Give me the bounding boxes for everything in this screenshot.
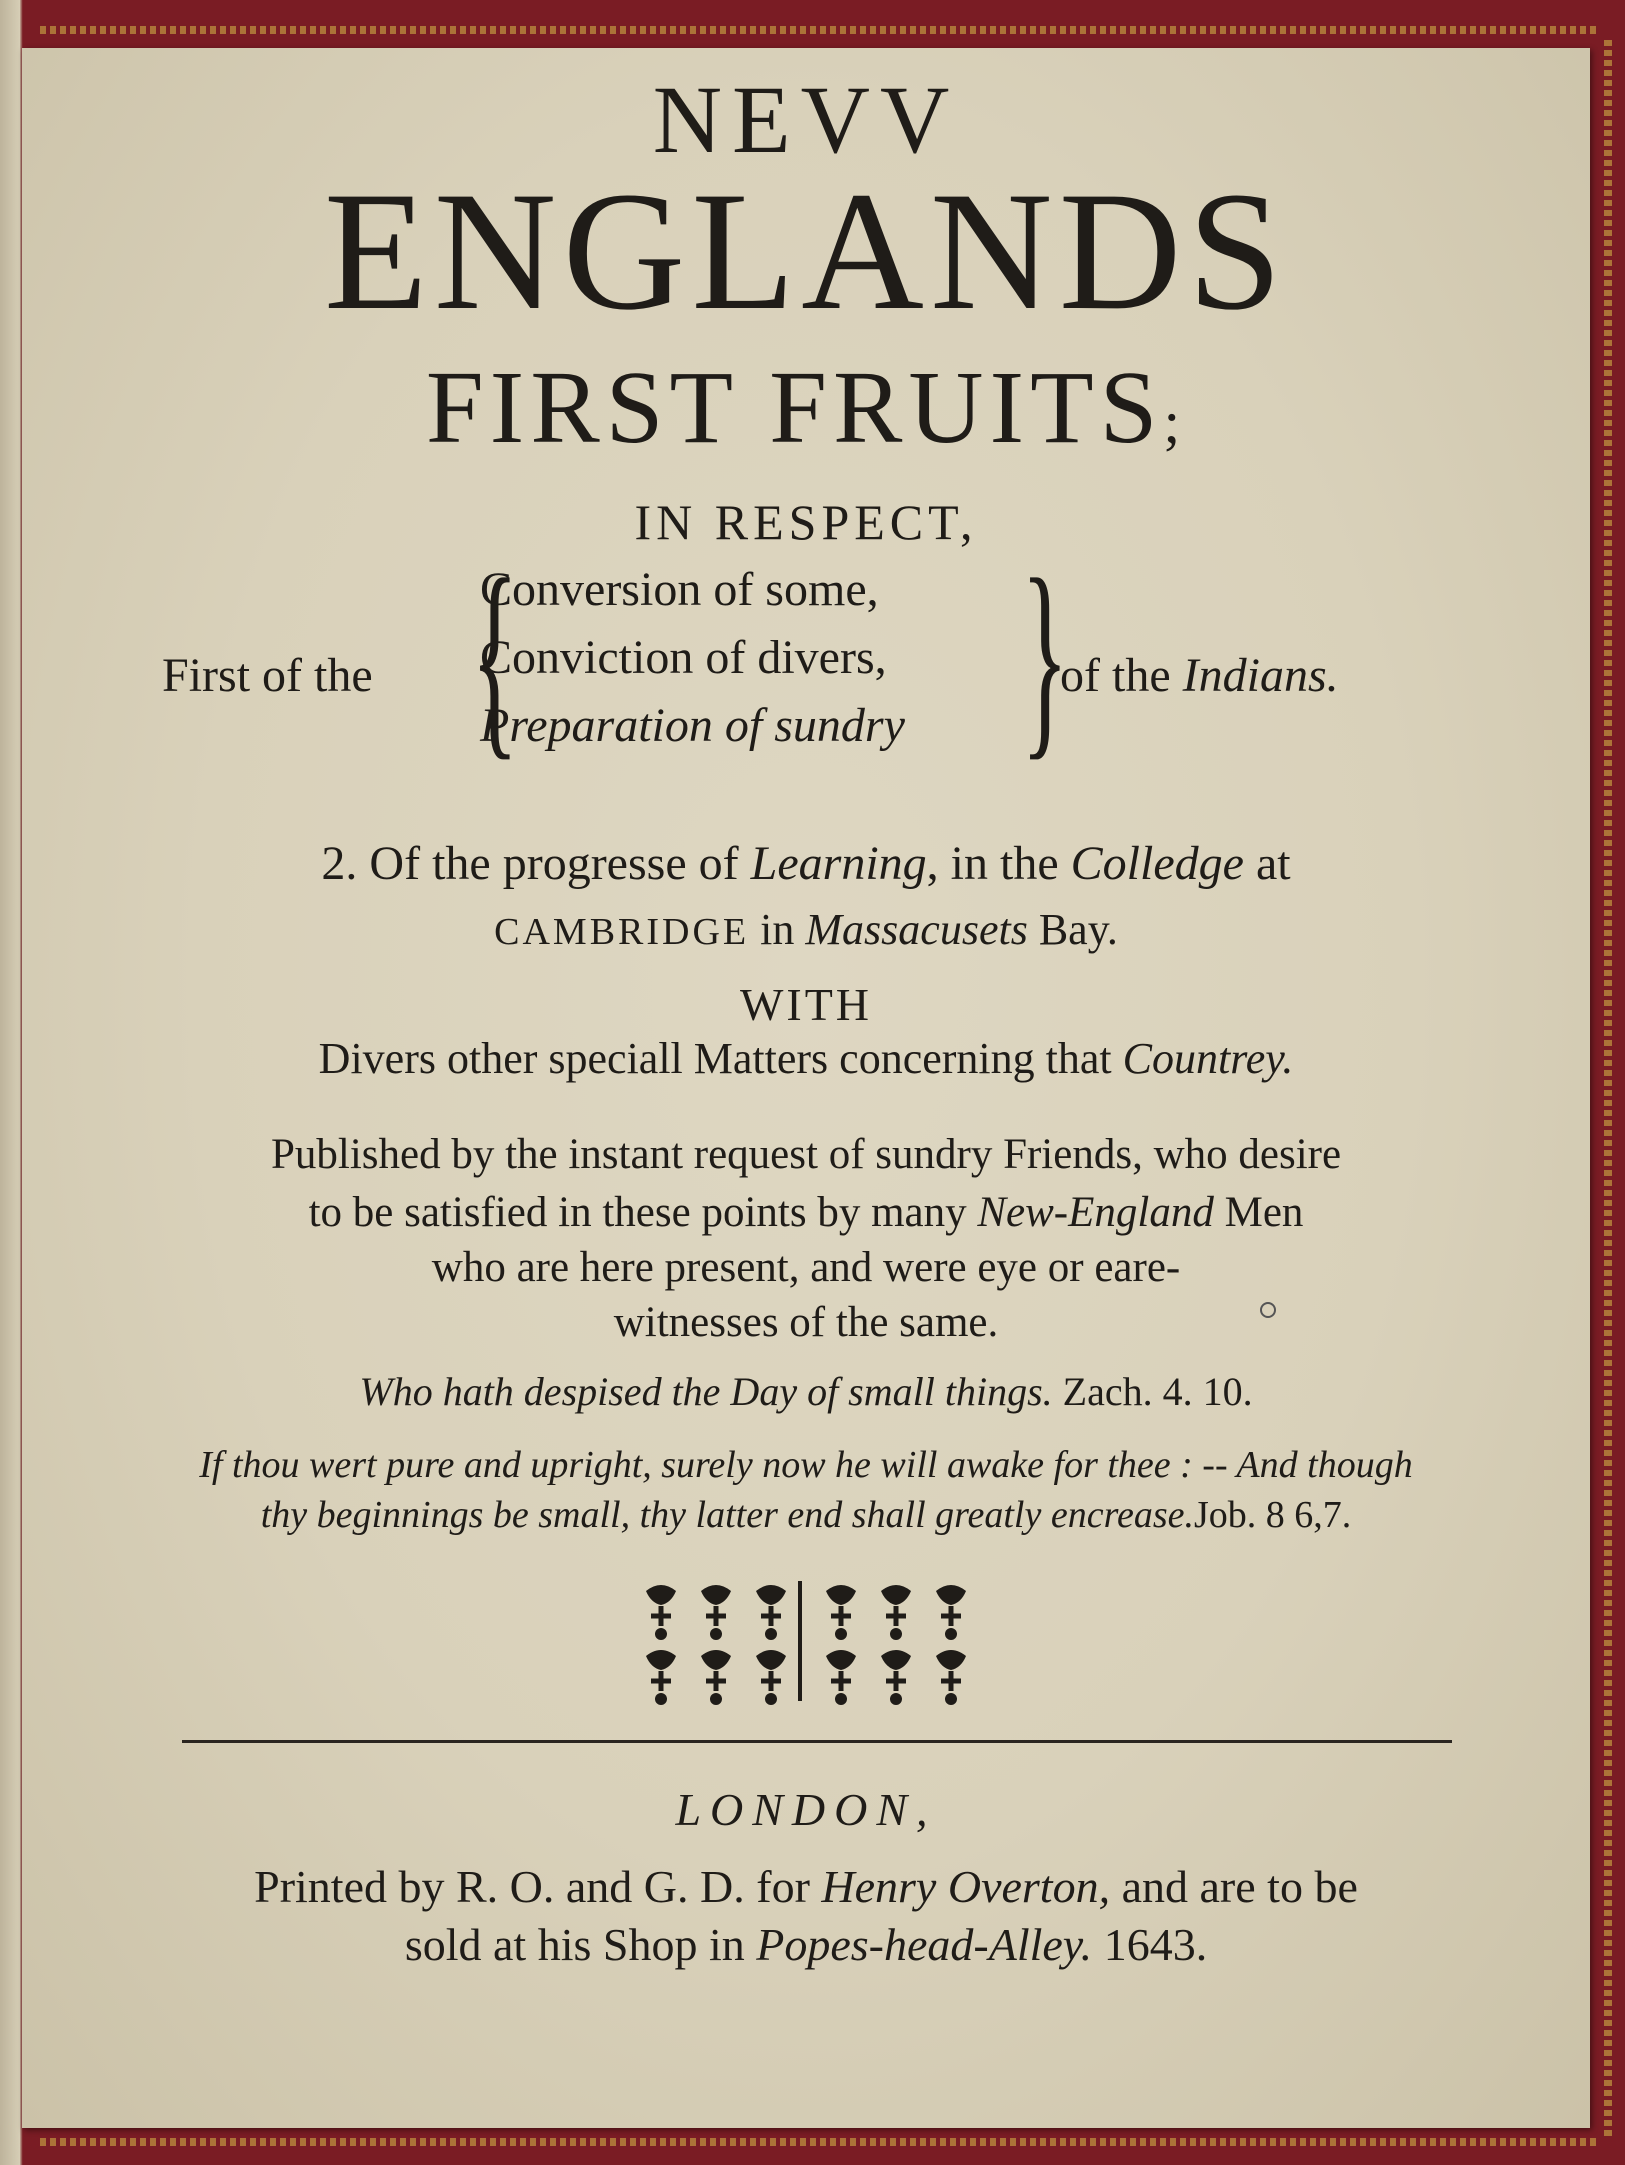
published-line-4: witnesses of the same. <box>613 1299 999 1346</box>
imprint-line-2 <box>22 1918 1590 1971</box>
title-page <box>22 48 1590 2128</box>
divers-line <box>22 1033 1590 1084</box>
flyleaf-edge <box>0 0 20 2165</box>
gilt-border-top <box>40 26 1600 34</box>
brace-item: Conversion of some, <box>480 563 879 616</box>
title-semicolon: ; <box>1163 389 1187 455</box>
learning-colledge: Colledge <box>1070 837 1244 890</box>
learning-text: at <box>1243 837 1291 890</box>
cambridge-text: CAMBRIDGE <box>494 911 750 953</box>
learning-italic: Learning <box>750 837 927 890</box>
imprint-london: LONDON, <box>675 1784 937 1835</box>
published-text: Men <box>1213 1189 1304 1236</box>
published-text: to be satisfied in these points by many <box>308 1189 978 1236</box>
brace-block <box>22 534 1590 796</box>
brace-lead-text: First of the <box>162 649 373 702</box>
learning-line-2 <box>22 904 1590 955</box>
gilt-border-right <box>1604 40 1612 2140</box>
learning-text: in <box>749 905 806 954</box>
popes-head-alley-text: Popes-head-Alley. <box>756 1919 1093 1970</box>
divers-text: Divers other speciall Matters concerning that <box>318 1034 1123 1083</box>
right-brace-icon: } <box>1021 534 1069 778</box>
job-quote-line-1: If thou wert pure and upright, surely now he will awake for thee : -- And though <box>199 1444 1413 1486</box>
published-line-2 <box>22 1188 1590 1237</box>
brace-item: Preparation of sundry <box>480 699 905 752</box>
paper-spot <box>1260 1302 1276 1318</box>
title-first-fruits-text: FIRST FRUITS <box>425 350 1164 465</box>
imprint-text: and are to be <box>1110 1861 1358 1912</box>
in-respect-heading: IN RESPECT, <box>634 494 978 550</box>
imprint-text: sold at his Shop in <box>404 1919 757 1970</box>
job-reference: Job. 8 6,7. <box>1194 1494 1352 1536</box>
with-heading: WITH <box>739 979 873 1030</box>
brace-tail <box>1060 648 1339 703</box>
henry-overton-text: Henry Overton, <box>821 1861 1111 1912</box>
job-quote-text: thy beginnings be small, thy latter end shall greatly encrease. <box>260 1494 1194 1536</box>
published-line-1: Published by the instant request of sundry Friends, who desire <box>270 1131 1342 1178</box>
zach-quote <box>22 1368 1590 1415</box>
title-line-nevv: NEVV <box>652 66 960 173</box>
countrey-text: Countrey. <box>1122 1034 1294 1083</box>
brace-items-list <box>480 556 905 760</box>
zach-reference: Zach. 4. 10. <box>1052 1369 1253 1414</box>
gilt-border-bottom <box>40 2138 1600 2146</box>
learning-text: , in the <box>926 837 1071 890</box>
zach-quote-text: Who hath despised the Day of small things. <box>359 1369 1053 1414</box>
left-brace-icon: { <box>471 534 519 778</box>
learning-text: 2. Of the progresse of <box>321 837 751 890</box>
published-line-3: who are here present, and were eye or eare- <box>431 1244 1181 1291</box>
imprint-text: Printed by R. O. and G. D. for <box>254 1861 822 1912</box>
learning-line-1 <box>22 836 1590 891</box>
imprint-year: 1643. <box>1092 1919 1208 1970</box>
brace-tail-indians: Indians. <box>1182 649 1339 702</box>
imprint-line-1 <box>22 1860 1590 1913</box>
brace-tail-prefix: of the <box>1060 649 1183 702</box>
brace-item: Conviction of divers, <box>480 631 887 684</box>
learning-text: Bay. <box>1027 905 1118 954</box>
massacusets-text: Massacusets <box>805 905 1028 954</box>
title-line-englands: ENGLANDS <box>323 157 1289 345</box>
new-england-text: New-England <box>977 1189 1214 1236</box>
horizontal-rule <box>182 1740 1452 1743</box>
job-quote-line-2 <box>22 1493 1590 1537</box>
printers-ornament-icon <box>626 1576 976 1706</box>
title-line-first-fruits <box>22 348 1590 467</box>
